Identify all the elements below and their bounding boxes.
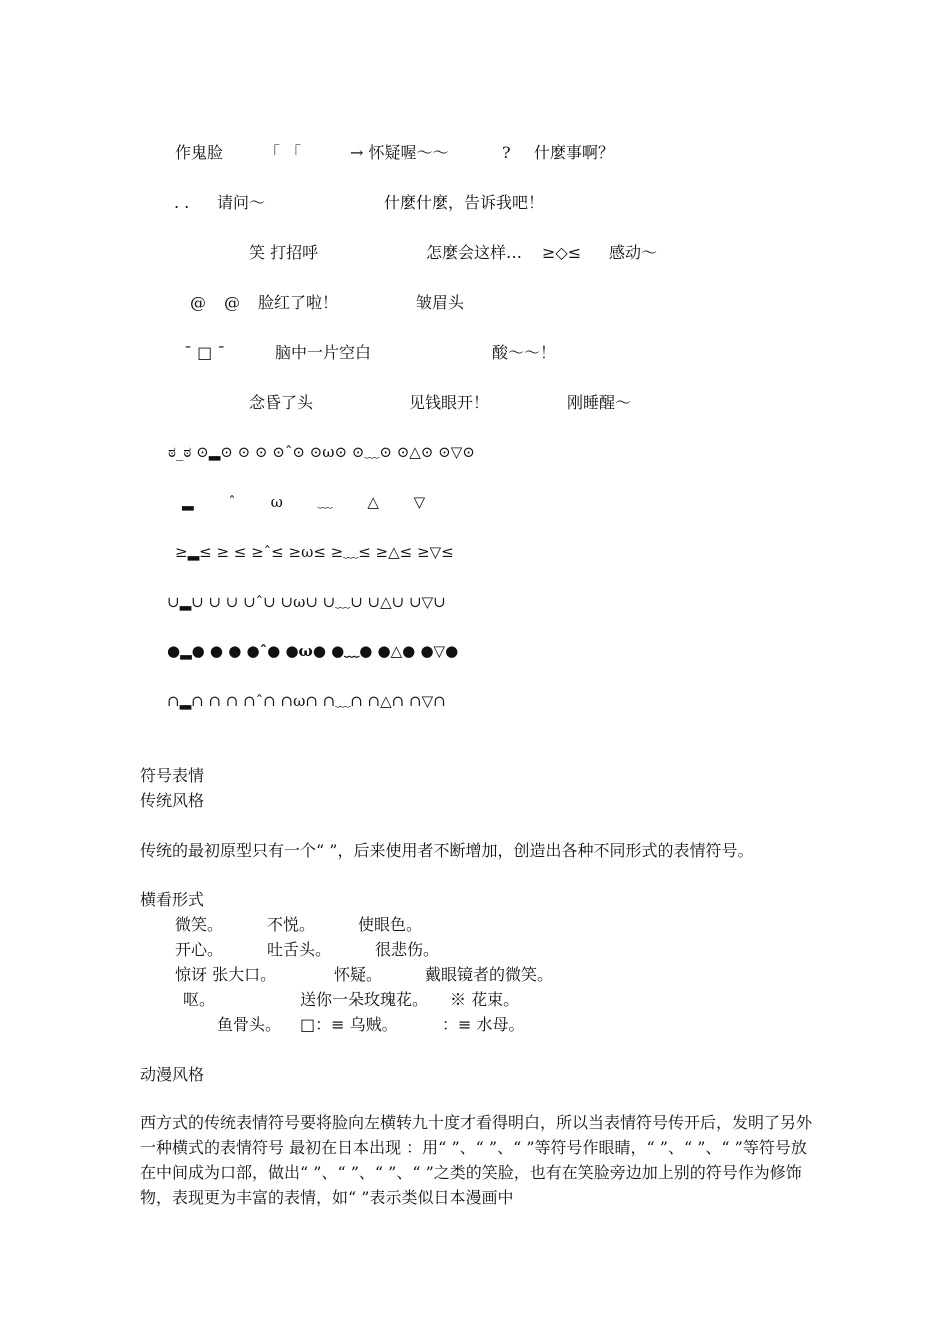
horizontal-item: 呕。 xyxy=(183,990,216,1009)
symbol-face-row: ●▂● ● ● ●ˆ● ●ω● ●﹏● ●△● ●▽● xyxy=(167,642,459,660)
emoticon-label: 作鬼脸 xyxy=(175,143,224,162)
horizontal-item: 开心。 xyxy=(175,940,224,959)
emoticon-label: 脑中一片空白 xyxy=(275,343,372,362)
emoticon-symbol: ¯ □ ¯ xyxy=(184,343,226,362)
horizontal-item: 送你一朵玫瑰花。 xyxy=(300,990,429,1009)
horizontal-item: 怀疑。 xyxy=(334,965,383,984)
emoticon-label: 请问～ xyxy=(217,193,266,212)
emoticon-symbol: 「 「 xyxy=(264,143,302,162)
horizontal-item: 吐舌头。 xyxy=(267,940,332,959)
horizontal-item: ※ 花束。 xyxy=(450,990,520,1009)
emoticon-label: 怎麼会这样… xyxy=(426,243,523,262)
emoticon-label: 刚睡醒～ xyxy=(567,393,632,412)
emoticon-label: 脸红了啦！ xyxy=(258,293,339,312)
emoticon-label: 什麼什麼，告诉我吧！ xyxy=(384,193,545,212)
emoticon-label: 笑 打招呼 xyxy=(249,243,319,262)
section-heading: 横看形式 xyxy=(140,890,205,909)
horizontal-item: 微笑。 xyxy=(175,915,224,934)
symbol-face-row: ▂ ˆ ω ﹏ △ ▽ xyxy=(182,493,426,511)
anime-paragraph: 西方式的传统表情符号要将脸向左横转九十度才看得明白，所以当表情符号传开后，发明了另外一种横式的表情符号 最初在日本出现 ：用“ ”、“ ”、“ ”等符号作眼睛，“ ”、“ ”、“ ”等符号放在中间成为口部，做出“ ”、“ ”、“ ”、“ ”之类的笑脸，也有在笑脸旁边加上别的符号作为修饰物，表现更为丰富的表情，如“ ”表示类似日本漫画中 xyxy=(140,1113,813,1207)
section-heading: 传统风格 xyxy=(140,791,205,810)
emoticon-symbol: ≥◇≤ xyxy=(542,243,582,262)
emoticon-label: 见钱眼开！ xyxy=(409,393,490,412)
traditional-paragraph: 传统的最初原型只有一个“ ”，后来使用者不断增加，创造出各种不同形式的表情符号。 xyxy=(140,841,754,860)
emoticon-symbol: @ xyxy=(224,293,240,312)
horizontal-item: 很悲伤。 xyxy=(375,940,440,959)
emoticon-label: 感动～ xyxy=(609,243,658,262)
emoticon-label: 什麼事啊？ xyxy=(534,143,615,162)
symbol-face-row: ∪▂∪ ∪ ∪ ∪ˆ∪ ∪ω∪ ∪﹏∪ ∪△∪ ∪▽∪ xyxy=(167,593,446,611)
emoticon-symbol: ? xyxy=(502,143,511,162)
symbol-face-row: ∩▂∩ ∩ ∩ ∩ˆ∩ ∩ω∩ ∩﹏∩ ∩△∩ ∩▽∩ xyxy=(167,692,446,710)
horizontal-item: 惊讶 张大口。 xyxy=(175,965,277,984)
symbol-face-row: ≥▂≤ ≥ ≤ ≥ˆ≤ ≥ω≤ ≥﹏≤ ≥△≤ ≥▽≤ xyxy=(175,543,454,561)
emoticon-symbol: . . xyxy=(174,193,190,212)
horizontal-item: 使眼色。 xyxy=(358,915,423,934)
horizontal-item: 鱼骨头。 xyxy=(217,1015,282,1034)
horizontal-item: 不悦。 xyxy=(267,915,316,934)
emoticon-label: → 怀疑喔～～ xyxy=(350,143,449,162)
emoticon-label: 酸～～！ xyxy=(492,343,557,362)
section-heading: 动漫风格 xyxy=(140,1065,205,1084)
horizontal-item: □：≡ 乌贼。 xyxy=(300,1015,398,1034)
emoticon-symbol: @ xyxy=(190,293,206,312)
section-heading: 符号表情 xyxy=(140,766,205,785)
horizontal-item: ：≡ 水母。 xyxy=(442,1015,525,1034)
emoticon-label: 念昏了头 xyxy=(249,393,314,412)
symbol-face-row: ಠ_ಠ ⊙▂⊙ ⊙ ⊙ ⊙ˆ⊙ ⊙ω⊙ ⊙﹏⊙ ⊙△⊙ ⊙▽⊙ xyxy=(168,443,475,461)
horizontal-item: 戴眼镜者的微笑。 xyxy=(425,965,554,984)
emoticon-label: 皱眉头 xyxy=(416,293,465,312)
